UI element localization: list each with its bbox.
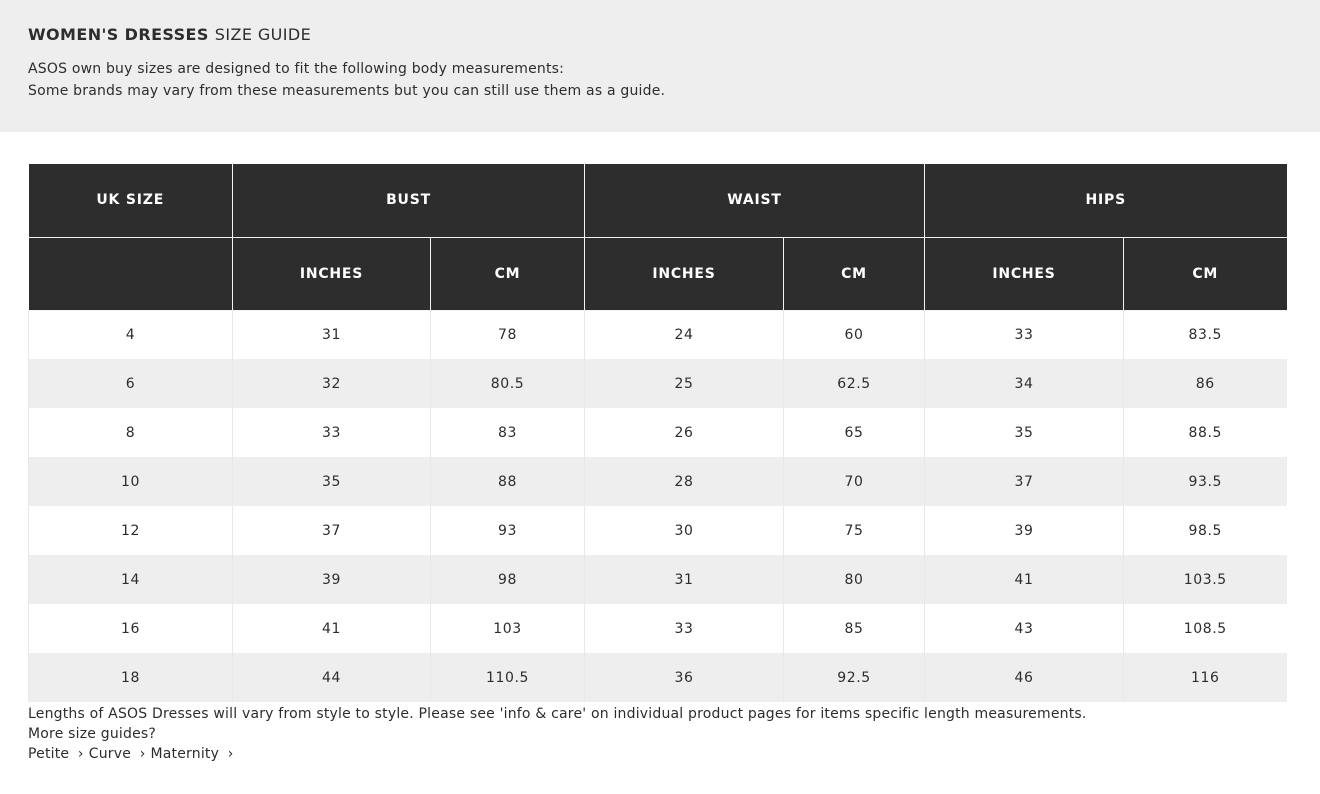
cell-waist-inches: 25 (585, 359, 784, 408)
cell-hips-inches: 46 (925, 653, 1124, 702)
cell-hips-cm: 116 (1124, 653, 1287, 702)
cell-bust-inches: 33 (233, 408, 431, 457)
cell-uk-size: 16 (29, 604, 233, 653)
cell-uk-size: 18 (29, 653, 233, 702)
cell-hips-inches: 34 (925, 359, 1124, 408)
group-header-row (29, 164, 1287, 237)
cell-waist-inches: 26 (585, 408, 784, 457)
cell-waist-inches: 24 (585, 310, 784, 359)
sub-header-hips-cm: CM (1124, 237, 1287, 310)
cell-hips-cm: 83.5 (1124, 310, 1287, 359)
header-uk-size: UK SIZE (29, 164, 233, 237)
petite-link-label: Petite (28, 746, 70, 762)
cell-hips-cm: 86 (1124, 359, 1287, 408)
cell-waist-inches: 30 (585, 506, 784, 555)
cell-hips-cm: 103.5 (1124, 555, 1287, 604)
chevron-right-icon: › (77, 746, 84, 762)
cell-bust-inches: 41 (233, 604, 431, 653)
cell-uk-size: 10 (29, 457, 233, 506)
cell-uk-size: 12 (29, 506, 233, 555)
table-row (29, 457, 1287, 506)
intro-line-1: ASOS own buy sizes are designed to fit the following body measurements: (28, 61, 565, 77)
table-row (29, 506, 1287, 555)
cell-waist-inches: 28 (585, 457, 784, 506)
cell-hips-inches: 35 (925, 408, 1124, 457)
length-note: Lengths of ASOS Dresses will vary from style to style. Please see 'info & care' on individual product pages for items specific length measurements. (28, 706, 1087, 722)
more-guides-links (28, 744, 1087, 764)
cell-waist-cm: 80 (784, 555, 925, 604)
cell-hips-inches: 33 (925, 310, 1124, 359)
cell-uk-size: 6 (29, 359, 233, 408)
maternity-link-label: Maternity (150, 746, 220, 762)
cell-waist-cm: 70 (784, 457, 925, 506)
sub-header-hips-inches: INCHES (925, 237, 1124, 310)
cell-hips-cm: 93.5 (1124, 457, 1287, 506)
cell-bust-inches: 32 (233, 359, 431, 408)
page-title-light: SIZE GUIDE (214, 25, 312, 44)
size-guide-header (0, 0, 1320, 132)
chevron-right-icon: › (227, 746, 234, 762)
cell-bust-inches: 39 (233, 555, 431, 604)
header-bust: BUST (233, 164, 585, 237)
sub-header-waist-inches: INCHES (585, 237, 784, 310)
cell-bust-cm: 80.5 (431, 359, 585, 408)
cell-waist-cm: 75 (784, 506, 925, 555)
size-table-container (28, 164, 1286, 702)
cell-bust-cm: 78 (431, 310, 585, 359)
cell-bust-cm: 88 (431, 457, 585, 506)
page-title (28, 24, 1292, 46)
cell-hips-cm: 108.5 (1124, 604, 1287, 653)
cell-hips-inches: 41 (925, 555, 1124, 604)
more-guides-label: More size guides? (28, 726, 157, 742)
size-guide-footer (28, 704, 1087, 764)
cell-hips-inches: 43 (925, 604, 1124, 653)
cell-waist-inches: 36 (585, 653, 784, 702)
cell-waist-cm: 85 (784, 604, 925, 653)
cell-waist-inches: 31 (585, 555, 784, 604)
cell-hips-inches: 37 (925, 457, 1124, 506)
sub-header-empty (29, 237, 233, 310)
cell-bust-inches: 44 (233, 653, 431, 702)
cell-bust-inches: 35 (233, 457, 431, 506)
cell-uk-size: 14 (29, 555, 233, 604)
table-row (29, 604, 1287, 653)
curve-link[interactable] (89, 746, 151, 762)
table-row (29, 408, 1287, 457)
intro-line-2: Some brands may vary from these measurements but you can still use them as a guide. (28, 83, 666, 99)
petite-link[interactable] (28, 746, 89, 762)
sub-header-bust-inches: INCHES (233, 237, 431, 310)
cell-uk-size: 4 (29, 310, 233, 359)
cell-bust-cm: 83 (431, 408, 585, 457)
cell-waist-cm: 62.5 (784, 359, 925, 408)
cell-bust-cm: 103 (431, 604, 585, 653)
header-waist: WAIST (585, 164, 925, 237)
sub-header-waist-cm: CM (784, 237, 925, 310)
cell-waist-inches: 33 (585, 604, 784, 653)
cell-hips-cm: 88.5 (1124, 408, 1287, 457)
table-row (29, 310, 1287, 359)
cell-waist-cm: 92.5 (784, 653, 925, 702)
cell-waist-cm: 65 (784, 408, 925, 457)
cell-bust-inches: 37 (233, 506, 431, 555)
table-row (29, 359, 1287, 408)
page-title-strong: WOMEN'S DRESSES (28, 25, 209, 44)
cell-bust-inches: 31 (233, 310, 431, 359)
cell-hips-cm: 98.5 (1124, 506, 1287, 555)
curve-link-label: Curve (88, 746, 132, 762)
table-row (29, 555, 1287, 604)
size-table (28, 164, 1287, 702)
cell-bust-cm: 110.5 (431, 653, 585, 702)
sub-header-row (29, 237, 1287, 310)
cell-uk-size: 8 (29, 408, 233, 457)
cell-bust-cm: 98 (431, 555, 585, 604)
sub-header-bust-cm: CM (431, 237, 585, 310)
cell-hips-inches: 39 (925, 506, 1124, 555)
intro-text (28, 58, 1292, 102)
header-hips: HIPS (925, 164, 1287, 237)
chevron-right-icon: › (139, 746, 146, 762)
maternity-link[interactable] (151, 746, 239, 762)
cell-bust-cm: 93 (431, 506, 585, 555)
table-row (29, 653, 1287, 702)
cell-waist-cm: 60 (784, 310, 925, 359)
